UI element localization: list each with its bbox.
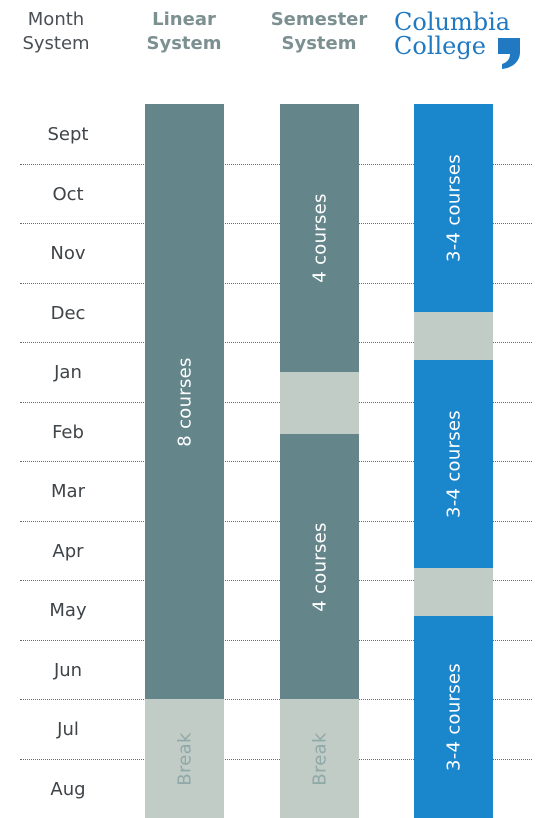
month-system-header bbox=[0, 8, 112, 57]
columbia-segment-courses bbox=[414, 104, 493, 312]
linear-system-column bbox=[145, 104, 224, 818]
linear-system-header bbox=[134, 8, 234, 57]
linear-segment-label: 8 courses bbox=[174, 356, 195, 447]
semester-segment-break bbox=[280, 372, 359, 434]
month-label-jan: Jan bbox=[54, 362, 82, 383]
columbia-segment-break bbox=[414, 568, 493, 616]
linear-system-header-line1: Linear bbox=[152, 9, 216, 30]
month-system-header-line2: System bbox=[22, 33, 90, 55]
logo-word-columbia: Columbia bbox=[394, 8, 511, 36]
semester-segment-label: 4 courses bbox=[309, 521, 330, 612]
month-label-may: May bbox=[49, 600, 87, 621]
semester-system-header bbox=[264, 8, 374, 57]
linear-system-header-line2: System bbox=[146, 33, 222, 55]
columbia-segment-courses bbox=[414, 360, 493, 568]
columbia-segment-label: 3-4 courses bbox=[443, 409, 464, 518]
semester-segment-label: 4 courses bbox=[309, 193, 330, 283]
columbia-segment-label: 3-4 courses bbox=[443, 154, 464, 263]
month-label-jul: Jul bbox=[57, 719, 79, 740]
columbia-college-logo bbox=[392, 6, 532, 68]
semester-segment-courses bbox=[280, 104, 359, 372]
month-label-apr: Apr bbox=[52, 540, 84, 562]
columbia-segment-break bbox=[414, 312, 493, 360]
semester-segment-courses bbox=[280, 434, 359, 699]
semester-system-column bbox=[280, 104, 359, 818]
month-label-jun: Jun bbox=[53, 659, 83, 681]
month-label-dec: Dec bbox=[50, 302, 86, 324]
linear-segment-break bbox=[145, 699, 224, 818]
columbia-segment-label: 3-4 courses bbox=[443, 662, 464, 771]
month-system-header-line1: Month bbox=[27, 9, 85, 30]
month-label-sept: Sept bbox=[47, 124, 89, 145]
columbia-college-column bbox=[414, 104, 493, 818]
linear-segment-courses bbox=[145, 104, 224, 699]
semester-segment-break bbox=[280, 699, 359, 818]
semester-segment-label: Break bbox=[309, 731, 330, 786]
logo-word-college: College bbox=[394, 32, 486, 60]
month-label-oct: Oct bbox=[52, 183, 84, 205]
month-label-aug: Aug bbox=[50, 778, 86, 800]
month-label-mar: Mar bbox=[51, 481, 85, 502]
linear-segment-label: Break bbox=[174, 731, 195, 786]
columbia-segment-courses bbox=[414, 616, 493, 818]
semester-system-header-line1: Semester bbox=[270, 9, 368, 30]
logo-comma-icon bbox=[496, 36, 522, 70]
month-label-nov: Nov bbox=[50, 243, 86, 264]
semester-system-header-line2: System bbox=[281, 33, 357, 55]
month-label-feb: Feb bbox=[52, 421, 84, 443]
